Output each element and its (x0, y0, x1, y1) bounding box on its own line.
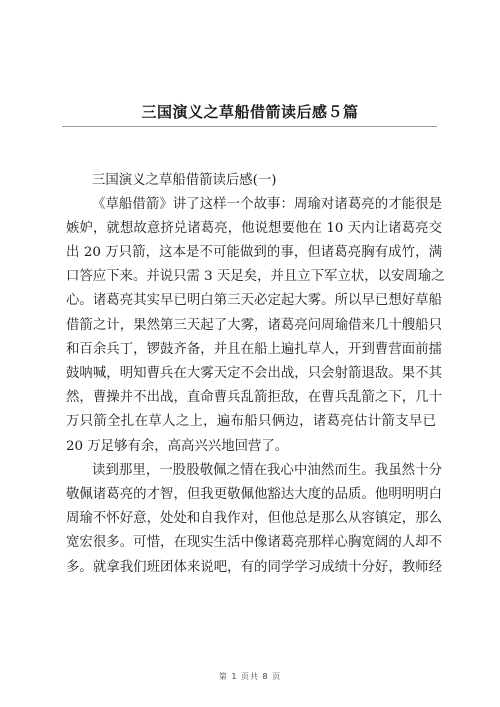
paragraph-line: 周瑜不怀好意，处处和自我作对，但他总是那么从容镇定，那么 (66, 511, 442, 526)
paragraph-line: 多。就拿我们班团体来说吧，有的同学学习成绩十分好，教师经 (66, 560, 442, 575)
paragraph-line: 出 20 万只箭，这本是不可能做到的事，但诸葛亮胸有成竹，满 (66, 245, 442, 260)
paragraph-line: 然，曹操并不出战，直命曹兵乱箭拒敌，在曹兵乱箭之下，几十 (66, 390, 442, 405)
paragraph-line: 鼓呐喊，明知曹兵在大雾天定不会出战，只会射箭退敌。果不其 (66, 366, 442, 381)
paragraph-line: 借箭之计，果然第三天起了大雾，诸葛亮问周瑜借来几十艘船只 (66, 318, 442, 333)
title-divider (62, 126, 437, 127)
document-title: 三国演义之草船借箭读后感５篇 (141, 103, 359, 121)
paragraph-line: 敬佩诸葛亮的才智，但我更敬佩他豁达大度的品质。他明明明白 (66, 487, 442, 502)
paragraph-line: 读到那里，一股股敬佩之情在我心中油然而生。我虽然十分 (92, 463, 442, 478)
paragraph-line: 宽宏很多。可惜，在现实生活中像诸葛亮那样心胸宽阔的人却不 (66, 535, 442, 550)
paragraph-line: 心。诸葛亮其实早已明白第三天必定起大雾。所以早已想好草船 (66, 293, 442, 308)
paragraph-line: 《草船借箭》讲了这样一个故事：周瑜对诸葛亮的才能很是 (92, 197, 442, 212)
section-heading: 三国演义之草船借箭读后感(一) (92, 173, 277, 188)
paragraph-line: 嫉妒，就想故意挤兑诸葛亮，他说想要他在 10 天内让诸葛亮交 (66, 221, 442, 236)
paragraph-line: 口答应下来。并说只需 3 天足矣，并且立下军立状，以安周瑜之 (66, 269, 445, 284)
page-footer: 第 1 页共 8 页 (218, 672, 282, 681)
paragraph-line: 万只箭全扎在草人之上，遍布船只俩边，诸葛亮估计箭支早已 (66, 414, 436, 429)
paragraph-line: 20 万足够有余，高高兴兴地回营了。 (66, 439, 289, 454)
paragraph-line: 和百余兵丁，锣鼓齐备，并且在船上遍扎草人，开到曹营面前擂 (66, 342, 442, 357)
